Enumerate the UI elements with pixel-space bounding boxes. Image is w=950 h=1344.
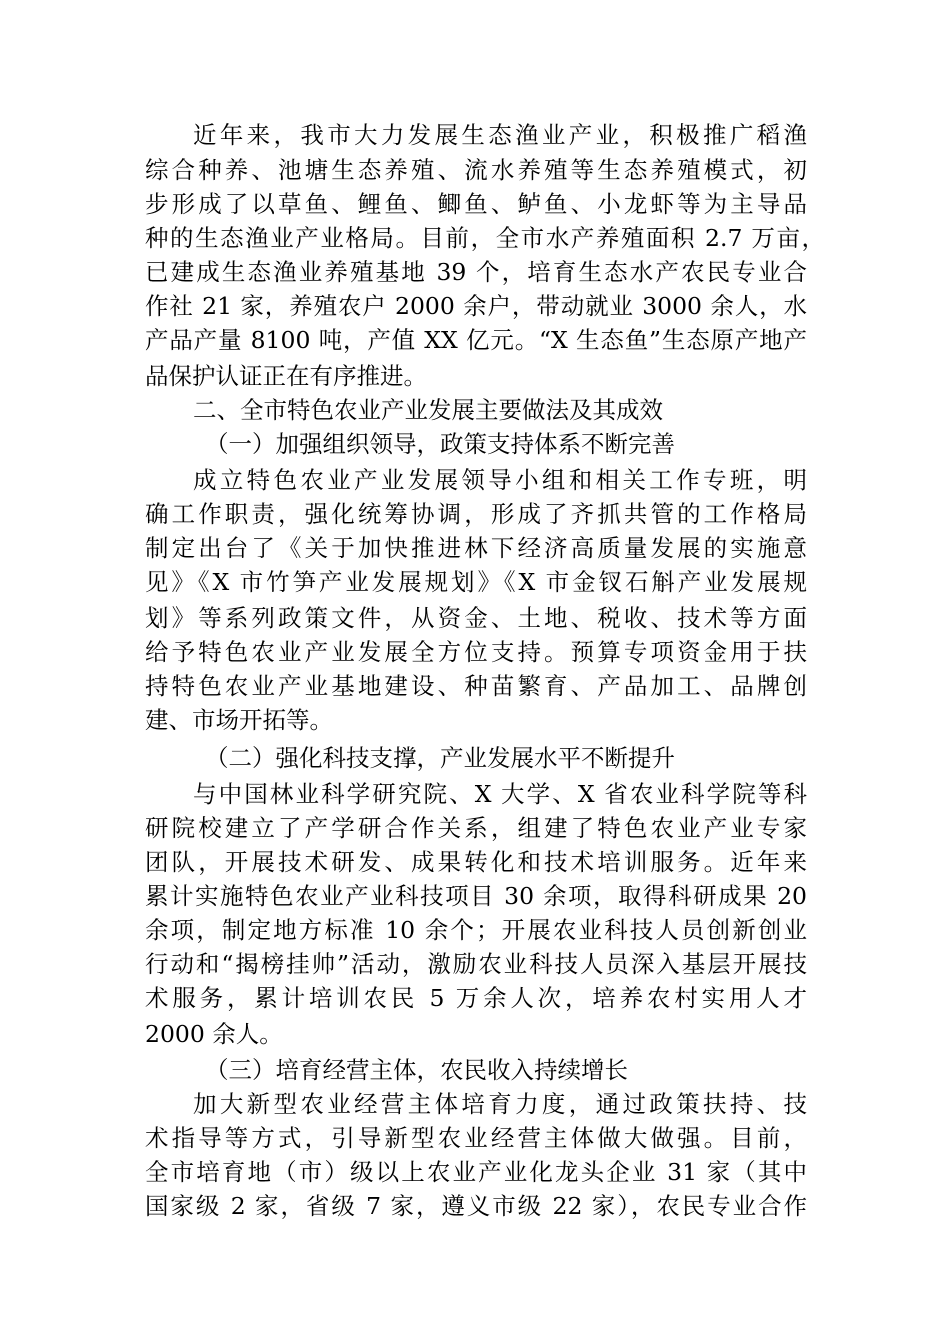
- subsection-heading: （二）强化科技支撑，产业发展水平不断提升: [205, 744, 675, 772]
- text-line: 术指导等方式，引导新型农业经营主体做大做强。目前，: [145, 1124, 807, 1152]
- text-line: 研院校建立了产学研合作关系，组建了特色农业产业专家: [145, 814, 807, 842]
- text-line: 国家级 2 家，省级 7 家，遵义市级 22 家），农民专业合作: [145, 1192, 807, 1220]
- text-line: 作社 21 家，养殖农户 2000 余户，带动就业 3000 余人，水: [145, 292, 807, 320]
- subsection-heading: （三）培育经营主体，农民收入持续增长: [205, 1056, 628, 1084]
- text-line: 步形成了以草鱼、鲤鱼、鲫鱼、鲈鱼、小龙虾等为主导品: [145, 190, 807, 218]
- text-line: 2000 余人。: [145, 1020, 283, 1048]
- text-line: 给予特色农业产业发展全方位支持。预算专项资金用于扶: [145, 638, 807, 666]
- text-line: 综合种养、池塘生态养殖、流水养殖等生态养殖模式，初: [145, 156, 807, 184]
- text-line: 划》等系列政策文件，从资金、土地、税收、技术等方面: [145, 604, 807, 632]
- text-line: 品保护认证正在有序推进。: [145, 362, 427, 390]
- text-line: 制定出台了《关于加快推进林下经济高质量发展的实施意: [145, 534, 807, 562]
- text-line: 持特色农业产业基地建设、种苗繁育、产品加工、品牌创: [145, 672, 807, 700]
- text-line: 术服务，累计培训农民 5 万余人次，培养农村实用人才: [145, 984, 807, 1012]
- text-line: 已建成生态渔业养殖基地 39 个，培育生态水产农民专业合: [145, 258, 807, 286]
- text-line: 种的生态渔业产业格局。目前，全市水产养殖面积 2.7 万亩，: [145, 224, 825, 252]
- text-line: 加大新型农业经营主体培育力度，通过政策扶持、技: [193, 1090, 807, 1118]
- subsection-heading: （一）加强组织领导，政策支持体系不断完善: [205, 430, 675, 458]
- text-line: 产品产量 8100 吨，产值 XX 亿元。“X 生态鱼”生态原产地产: [145, 326, 807, 354]
- text-line: 累计实施特色农业产业科技项目 30 余项，取得科研成果 20: [145, 882, 807, 910]
- text-line: 余项，制定地方标准 10 余个；开展农业科技人员创新创业: [145, 916, 807, 944]
- text-line: 与中国林业科学研究院、X 大学、X 省农业科学院等科: [193, 780, 807, 808]
- text-line: 全市培育地（市）级以上农业产业化龙头企业 31 家（其中: [145, 1158, 807, 1186]
- text-line: 确工作职责，强化统筹协调，形成了齐抓共管的工作格局: [145, 500, 807, 528]
- text-line: 建、市场开拓等。: [145, 706, 333, 734]
- text-line: 团队，开展技术研发、成果转化和技术培训服务。近年来: [145, 848, 807, 876]
- text-line: 见》《X 市竹笋产业发展规划》《X 市金钗石斛产业发展规: [145, 568, 807, 596]
- text-line: 近年来，我市大力发展生态渔业产业，积极推广稻渔: [193, 121, 807, 149]
- text-line: 行动和“揭榜挂帅”活动，激励农业科技人员深入基层开展技: [145, 950, 807, 978]
- section-heading: 二、全市特色农业产业发展主要做法及其成效: [193, 396, 663, 424]
- text-line: 成立特色农业产业发展领导小组和相关工作专班，明: [193, 466, 807, 494]
